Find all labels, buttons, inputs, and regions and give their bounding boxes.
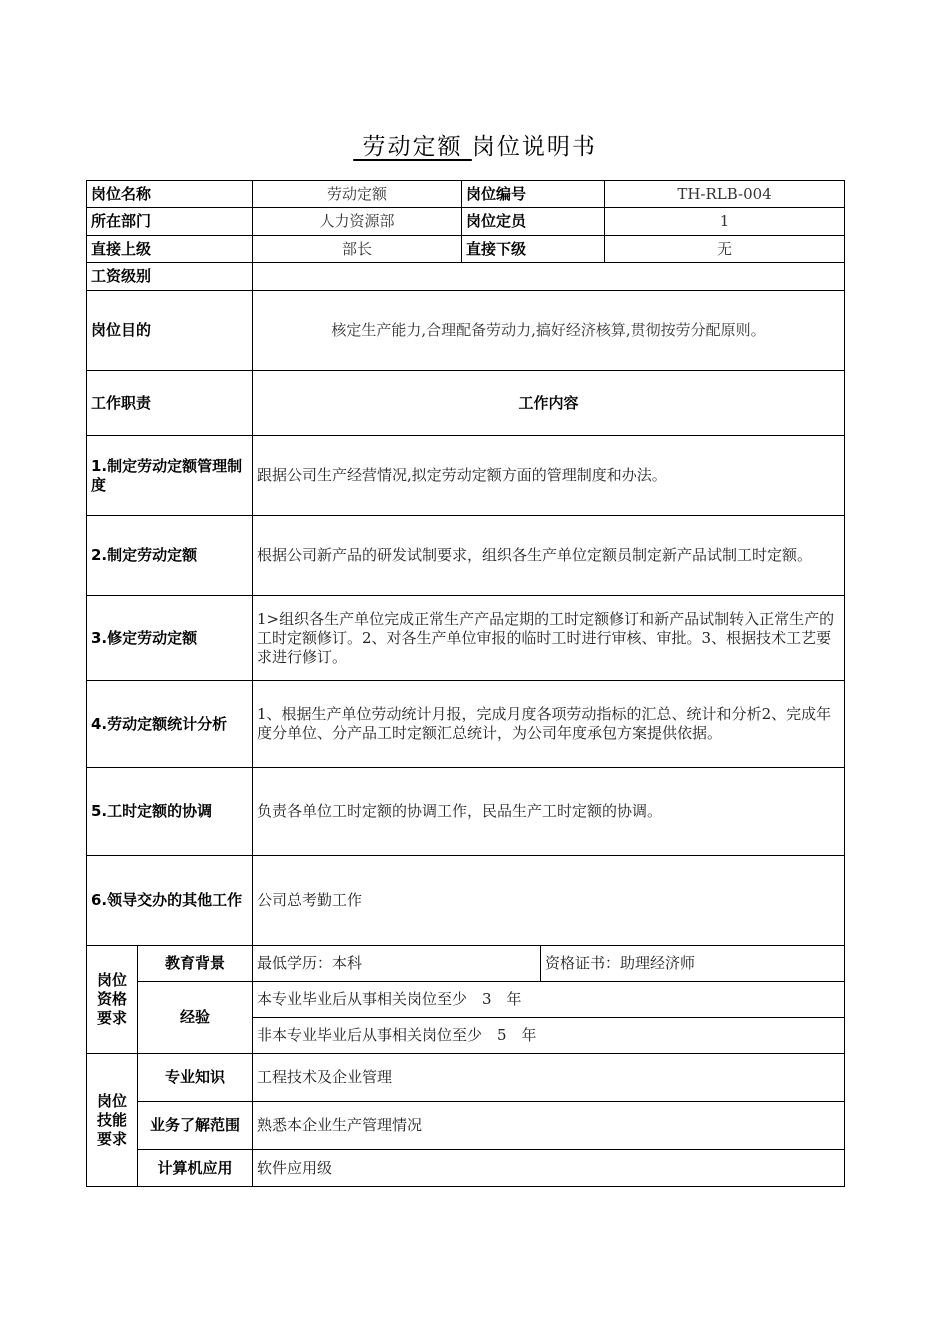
department-label: 所在部门 (87, 208, 253, 236)
row-computer (87, 1150, 845, 1187)
duty-content: 根据公司新产品的研发试制要求，组织各生产单位定额员制定新产品试制工时定额。 (253, 516, 845, 596)
subordinate-value: 无 (605, 236, 845, 263)
job-code-value: TH-RLB-004 (605, 181, 845, 208)
education-label: 教育背景 (138, 946, 253, 982)
title-position-name: 劳动定额 (353, 134, 472, 160)
computer-value: 软件应用级 (253, 1150, 845, 1187)
education-value: 最低学历：本科 (253, 946, 541, 982)
row-experience-major (87, 982, 845, 1018)
job-code-label: 岗位编号 (462, 181, 605, 208)
subordinate-label: 直接下级 (462, 236, 605, 263)
duty-content: 1、根据生产单位劳动统计月报，完成月度各项劳动指标的汇总、统计和分析2、完成年度分单位、分产品工时定额汇总统计，为公司年度承包方案提供依据。 (253, 681, 845, 768)
superior-value: 部长 (253, 236, 462, 263)
duty-row (87, 681, 845, 768)
duty-name: 4.劳动定额统计分析 (87, 681, 253, 768)
certificate-value: 资格证书：助理经济师 (541, 946, 845, 982)
knowledge-value: 工程技术及企业管理 (253, 1054, 845, 1102)
knowledge-label: 专业知识 (138, 1054, 253, 1102)
duty-row (87, 768, 845, 856)
experience-label: 经验 (138, 982, 253, 1054)
duty-name: 5.工时定额的协调 (87, 768, 253, 856)
salary-grade-value (253, 263, 845, 291)
row-department (87, 208, 845, 236)
duty-content: 负责各单位工时定额的协调工作，民品生产工时定额的协调。 (253, 768, 845, 856)
job-name-label: 岗位名称 (87, 181, 253, 208)
computer-label: 计算机应用 (138, 1150, 253, 1187)
row-superior (87, 236, 845, 263)
duty-name: 1.制定劳动定额管理制度 (87, 436, 253, 516)
document-title (0, 128, 950, 161)
row-salary-grade (87, 263, 845, 291)
row-knowledge (87, 1054, 845, 1102)
duty-name: 3.修定劳动定额 (87, 596, 253, 681)
duty-name: 6.领导交办的其他工作 (87, 856, 253, 946)
duties-content-label: 工作内容 (253, 371, 845, 436)
business-value: 熟悉本企业生产管理情况 (253, 1102, 845, 1150)
job-name-value: 劳动定额 (253, 181, 462, 208)
headcount-label: 岗位定员 (462, 208, 605, 236)
purpose-text: 核定生产能力,合理配备劳动力,搞好经济核算,贯彻按劳分配原则。 (253, 291, 845, 371)
duty-content: 公司总考勤工作 (253, 856, 845, 946)
duty-row (87, 856, 845, 946)
headcount-value: 1 (605, 208, 845, 236)
row-purpose (87, 291, 845, 371)
purpose-label: 岗位目的 (87, 291, 253, 371)
duties-label: 工作职责 (87, 371, 253, 436)
duty-name: 2.制定劳动定额 (87, 516, 253, 596)
salary-grade-label: 工资级别 (87, 263, 253, 291)
experience-major: 本专业毕业后从事相关岗位至少 3 年 (253, 982, 845, 1018)
duty-row (87, 436, 845, 516)
row-business (87, 1102, 845, 1150)
business-label: 业务了解范围 (138, 1102, 253, 1150)
duty-row (87, 516, 845, 596)
skills-group-label: 岗位技能要求 (87, 1054, 138, 1187)
row-job-name (87, 181, 845, 208)
duty-row (87, 596, 845, 681)
department-value: 人力资源部 (253, 208, 462, 236)
job-description-table (86, 180, 845, 1187)
row-duties-header (87, 371, 845, 436)
duty-content: 跟据公司生产经营情况,拟定劳动定额方面的管理制度和办法。 (253, 436, 845, 516)
title-suffix: 岗位说明书 (471, 134, 597, 160)
experience-other: 非本专业毕业后从事相关岗位至少 5 年 (253, 1018, 845, 1054)
superior-label: 直接上级 (87, 236, 253, 263)
qualification-group-label: 岗位资格要求 (87, 946, 138, 1054)
duty-content: 1>组织各生产单位完成正常生产产品定期的工时定额修订和新产品试制转入正常生产的工时定额修订。2、对各生产单位审报的临时工时进行审核、审批。3、根据技术工艺要求进行修订。 (253, 596, 845, 681)
row-education (87, 946, 845, 982)
